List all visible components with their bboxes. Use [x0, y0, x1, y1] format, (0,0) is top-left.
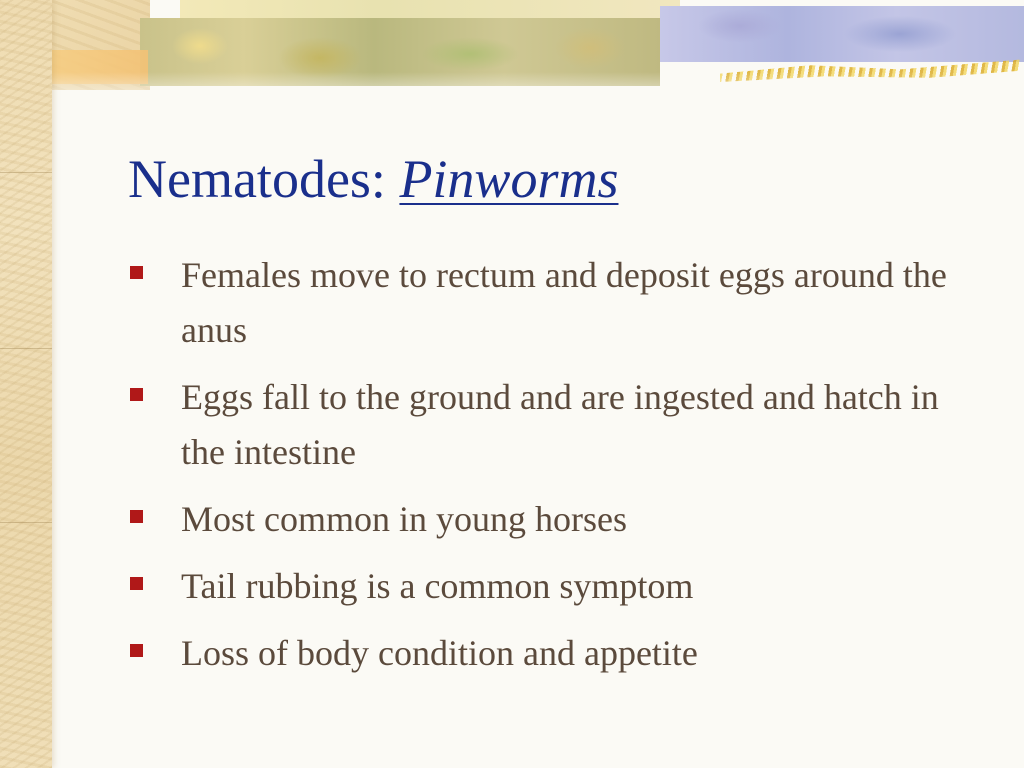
square-bullet-icon	[130, 644, 143, 657]
slide-title	[128, 148, 618, 210]
blue-floral-texture	[660, 6, 1024, 62]
decorative-left-strip	[0, 0, 52, 768]
square-bullet-icon	[130, 577, 143, 590]
strip-seam	[0, 172, 52, 173]
title-emphasis: Pinworms	[399, 149, 619, 209]
bullet-list	[130, 248, 990, 693]
strip-seam	[0, 522, 52, 523]
bullet-text: Most common in young horses	[181, 499, 627, 539]
header-fade	[52, 72, 1024, 132]
bullet-item	[130, 492, 990, 547]
bullet-item	[130, 248, 990, 358]
bullet-item	[130, 626, 990, 681]
bullet-text: Loss of body condition and appetite	[181, 633, 698, 673]
decorative-header-band	[0, 0, 1024, 92]
bullet-text: Eggs fall to the ground and are ingested and hatch in the intestine	[181, 377, 939, 472]
title-prefix: Nematodes:	[128, 149, 400, 209]
bullet-text: Tail rubbing is a common symptom	[181, 566, 694, 606]
bullet-item	[130, 370, 990, 480]
square-bullet-icon	[130, 388, 143, 401]
bullet-item	[130, 559, 990, 614]
square-bullet-icon	[130, 266, 143, 279]
strip-seam	[0, 348, 52, 349]
bullet-text: Females move to rectum and deposit eggs around the anus	[181, 255, 947, 350]
square-bullet-icon	[130, 510, 143, 523]
